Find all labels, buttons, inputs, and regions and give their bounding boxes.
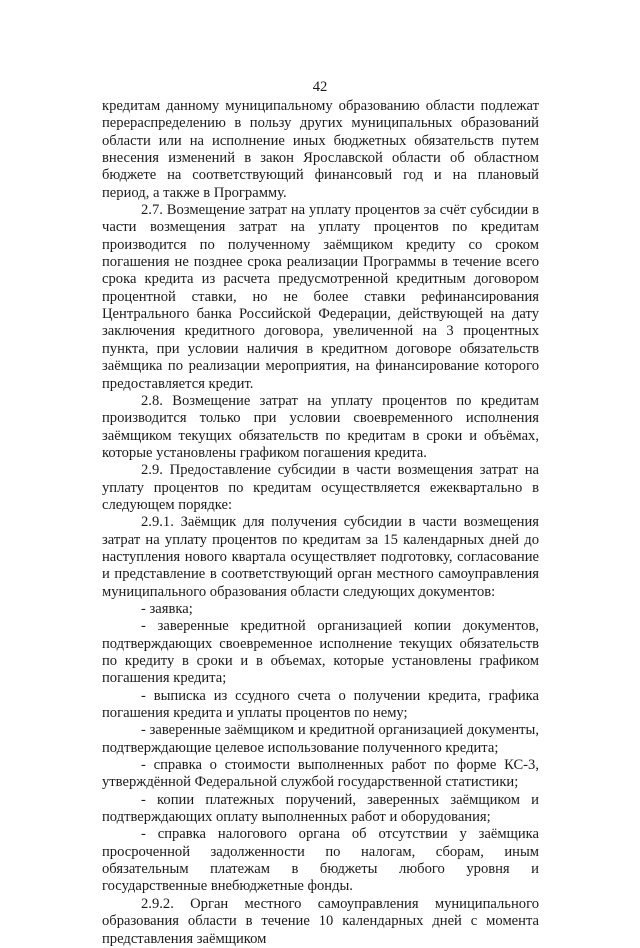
- page-number: 42: [312, 79, 328, 95]
- list-item-certified-copies: - заверенные кредитной организацией копии документов, подтверждающих своевременное исполнение текущих обязательств по кредиту в сроки и в объемах, которые установлены графиком погашения кредита;: [102, 618, 539, 687]
- list-item-ks3-certificate: - справка о стоимости выполненных работ по форме КС-3, утверждённой Федеральной службой государственной статистики;: [102, 757, 539, 791]
- list-item-target-use-documents: - заверенные заёмщиком и кредитной организацией документы, подтверждающие целевое использование полученного кредита;: [102, 722, 539, 756]
- list-item-payment-orders: - копии платежных поручений, заверенных заёмщиком и подтверждающих оплату выполненных работ и оборудования;: [102, 791, 539, 826]
- list-item-tax-certificate: - справка налогового органа об отсутствии у заёмщика просроченной задолженности по налогам, сборам, иным обязательным платежам в бюджеты любого уровня и государственные внебюджетные фонды.: [102, 826, 539, 895]
- paragraph-2-9-2: 2.9.2. Орган местного самоуправления муниципального образования области в течение 10 календарных дней с момента представления заёмщиком: [102, 895, 539, 947]
- paragraph-continuation: кредитам данному муниципальному образованию области подлежат перераспределению в пользу других муниципальных образований области или на исполнение иных бюджетных обязательств путем внесения изменений в закон Ярославской области об областном бюджете на соответствующий финансовый год и на плановый период, а также в Программу.: [102, 98, 539, 201]
- list-item-application: - заявка;: [141, 600, 193, 617]
- list-item-account-statement: - выписка из ссудного счета о получении кредита, графика погашения кредита и уплаты процентов по нему;: [102, 687, 539, 722]
- paragraph-2-8: 2.8. Возмещение затрат на уплату процентов по кредитам производится только при условии своевременного исполнения заёмщиком текущих обязательств по кредитам в сроки и объёмах, которые установлены графиком погашения кредита.: [102, 392, 539, 461]
- document-body: [102, 98, 539, 948]
- paragraph-2-7: 2.7. Возмещение затрат на уплату процентов за счёт субсидии в части возмещения затрат на уплату процентов по кредитам производится по полученному заёмщиком кредиту со сроком погашения не позднее срока реализации Программы в течение всего срока кредита из расчета предусмотренной кредитным договором процентной ставки, но не более ставки рефинансирования Центрального банка Российской Федерации, действующей на дату заключения кредитного договора, увеличенной на 3 процентных пункта, при условии наличия в кредитном договоре обязательств заёмщика по реализации мероприятия, на финансирование которого предоставляется кредит.: [102, 202, 539, 392]
- paragraph-2-9-1: 2.9.1. Заёмщик для получения субсидии в части возмещения затрат на уплату процентов по кредитам за 15 календарных дней до наступления нового квартала осуществляет подготовку, согласование и представление в соответствующий орган местного самоуправления муниципального образования области следующих документов:: [102, 514, 539, 600]
- paragraph-2-9: 2.9. Предоставление субсидии в части возмещения затрат на уплату процентов по кредитам осуществляется ежеквартально в следующем порядке:: [102, 462, 539, 513]
